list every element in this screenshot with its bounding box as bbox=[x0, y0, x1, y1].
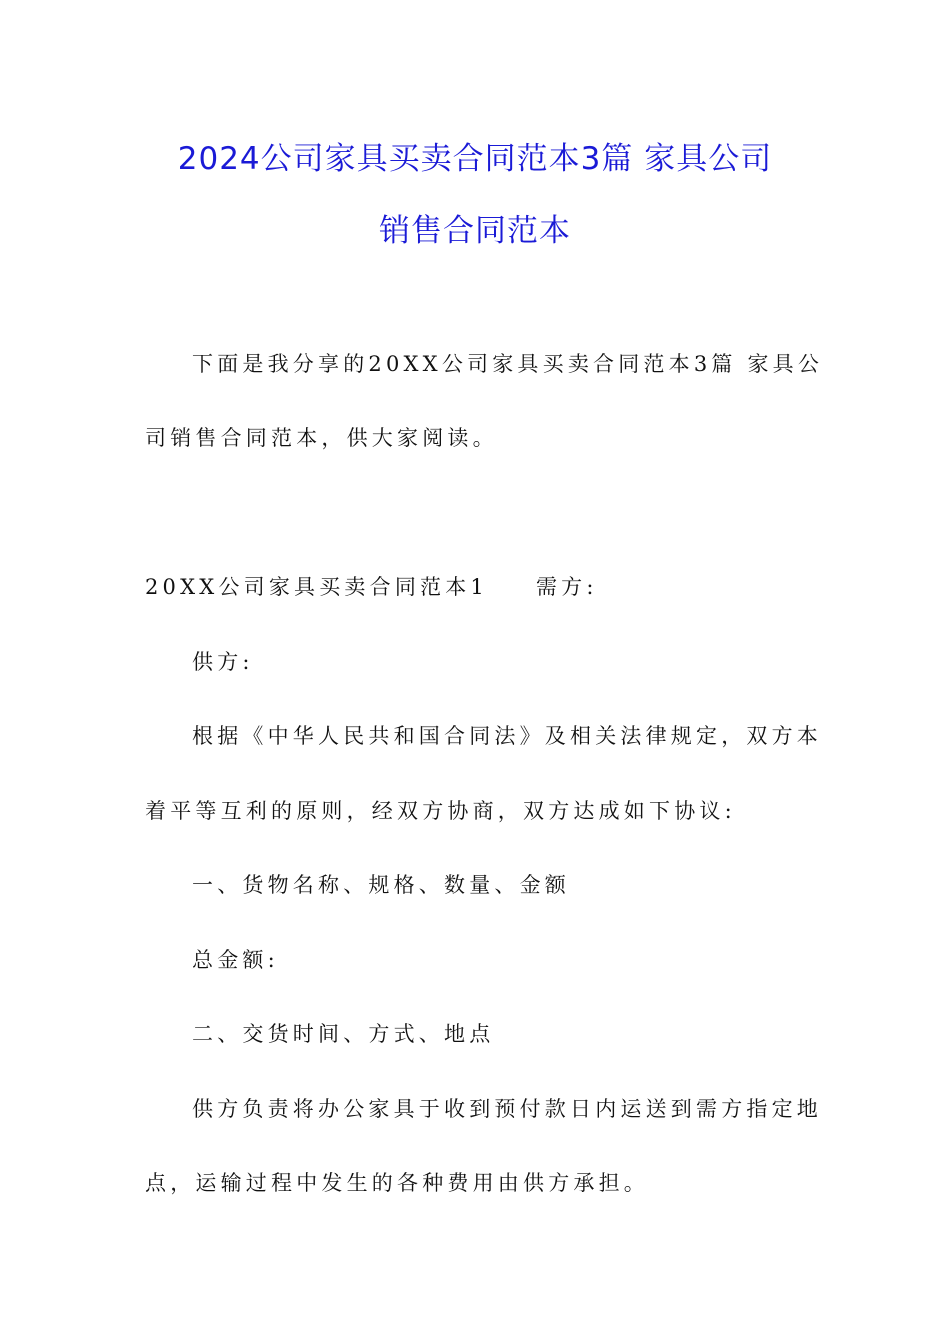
delivery-paragraph-line-2: 点，运输过程中发生的各种费用由供方承担。 bbox=[145, 1171, 649, 1195]
supplier-label: 供方: bbox=[192, 650, 254, 674]
section-heading-row bbox=[145, 571, 598, 601]
clause-2-heading: 二、交货时间、方式、地点 bbox=[192, 1022, 495, 1046]
basis-paragraph-line-1: 根据《中华人民共和国合同法》及相关法律规定，双方本 bbox=[192, 724, 822, 748]
delivery-paragraph-line-1: 供方负责将办公家具于收到预付款日内运送到需方指定地 bbox=[192, 1097, 822, 1121]
buyer-label: 需方: bbox=[535, 575, 598, 599]
intro-paragraph-line-2: 司销售合同范本，供大家阅读。 bbox=[145, 426, 498, 450]
section-heading: 20XX公司家具买卖合同范本1 bbox=[145, 575, 488, 599]
clause-1-heading: 一、货物名称、规格、数量、金额 bbox=[192, 873, 570, 897]
total-amount-label: 总金额: bbox=[192, 948, 279, 972]
document-title-line-1: 2024公司家具买卖合同范本3篇 家具公司 bbox=[177, 141, 773, 177]
document-title-line-2: 销售合同范本 bbox=[379, 213, 571, 249]
basis-paragraph-line-2: 着平等互利的原则，经双方协商，双方达成如下协议: bbox=[145, 799, 736, 823]
intro-paragraph-line-1: 下面是我分享的20XX公司家具买卖合同范本3篇 家具公 bbox=[192, 352, 824, 376]
